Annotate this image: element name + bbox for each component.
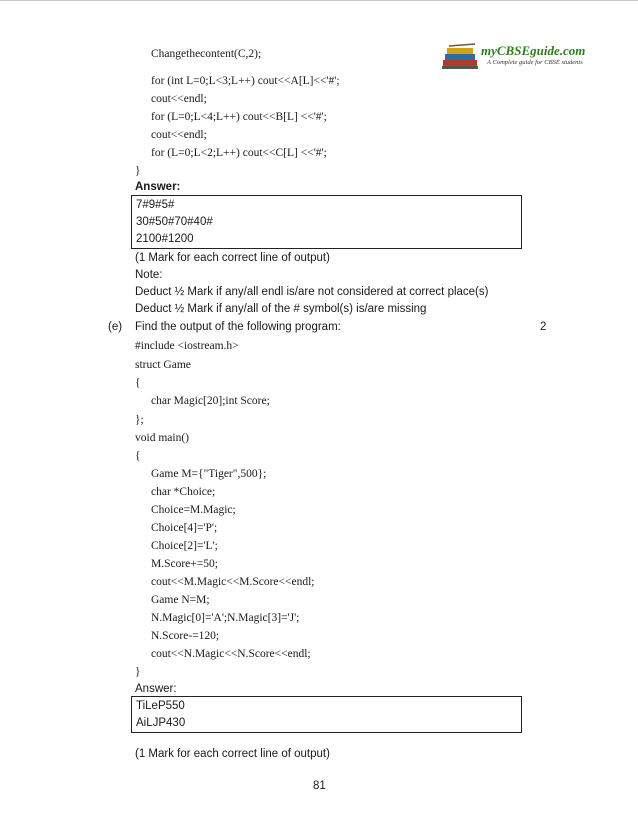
output-line: TiLeP550 (136, 700, 185, 712)
code-line: { (135, 450, 141, 462)
answer-output-box (131, 195, 522, 249)
code-line: cout<<endl; (151, 129, 207, 141)
code-line: char Magic[20];int Score; (151, 395, 270, 407)
code-line: cout<<endl; (151, 93, 207, 105)
code-line: N.Magic[0]='A';N.Magic[3]='J'; (151, 612, 300, 624)
code-line: #include <iostream.h> (135, 340, 239, 352)
code-line: for (int L=0;L<3;L++) cout<<A[L]<<'#'; (151, 75, 340, 87)
code-line: { (135, 377, 141, 389)
answer-label: Answer: (135, 683, 177, 695)
code-line: Choice[4]='P'; (151, 522, 218, 534)
code-line: M.Score+=50; (151, 558, 218, 570)
code-line: Choice[2]='L'; (151, 540, 218, 552)
code-line: for (L=0;L<2;L++) cout<<C[L] <<'#'; (151, 147, 327, 159)
note-item: Deduct ½ Mark if any/all of the # symbol(s) is/are missing (135, 303, 427, 315)
code-line: cout<<N.Magic<<N.Score<<endl; (151, 648, 311, 660)
code-line: void main() (135, 432, 189, 444)
top-rule (0, 0, 638, 1)
question-marks: 2 (540, 321, 547, 333)
code-line: char *Choice; (151, 486, 216, 498)
books-icon (441, 42, 481, 72)
marks-note: (1 Mark for each correct line of output) (135, 748, 330, 760)
code-line: struct Game (135, 359, 191, 371)
code-line: Game M={"Tiger",500}; (151, 468, 267, 480)
code-line: }; (135, 414, 144, 426)
code-line: } (135, 165, 141, 177)
note-label: Note: (135, 269, 163, 281)
code-line: Choice=M.Magic; (151, 504, 236, 516)
code-line: N.Score-=120; (151, 630, 220, 642)
code-line: cout<<M.Magic<<M.Score<<endl; (151, 576, 315, 588)
answer-label: Answer: (135, 181, 181, 193)
question-text: Find the output of the following program: (135, 321, 341, 333)
output-line: 30#50#70#40# (136, 216, 213, 228)
code-line: } (135, 666, 141, 678)
mycbseguide-logo (441, 42, 591, 72)
logo-brand: myCBSEguide.com (481, 43, 586, 58)
question-number: (e) (108, 321, 123, 333)
code-line: Game N=M; (151, 594, 210, 606)
logo-tagline: A Complete guide for CBSE students (487, 59, 583, 66)
output-line: AiLJP430 (136, 717, 186, 729)
code-line: Changethecontent(C,2); (151, 48, 262, 60)
note-item: Deduct ½ Mark if any/all endl is/are not considered at correct place(s) (135, 286, 489, 298)
answer-output-box (131, 696, 522, 733)
marks-note: (1 Mark for each correct line of output) (135, 252, 330, 264)
page-number: 81 (313, 780, 326, 792)
output-line: 7#9#5# (136, 199, 175, 211)
code-line: for (L=0;L<4;L++) cout<<B[L] <<'#'; (151, 111, 327, 123)
output-line: 2100#1200 (136, 233, 194, 245)
